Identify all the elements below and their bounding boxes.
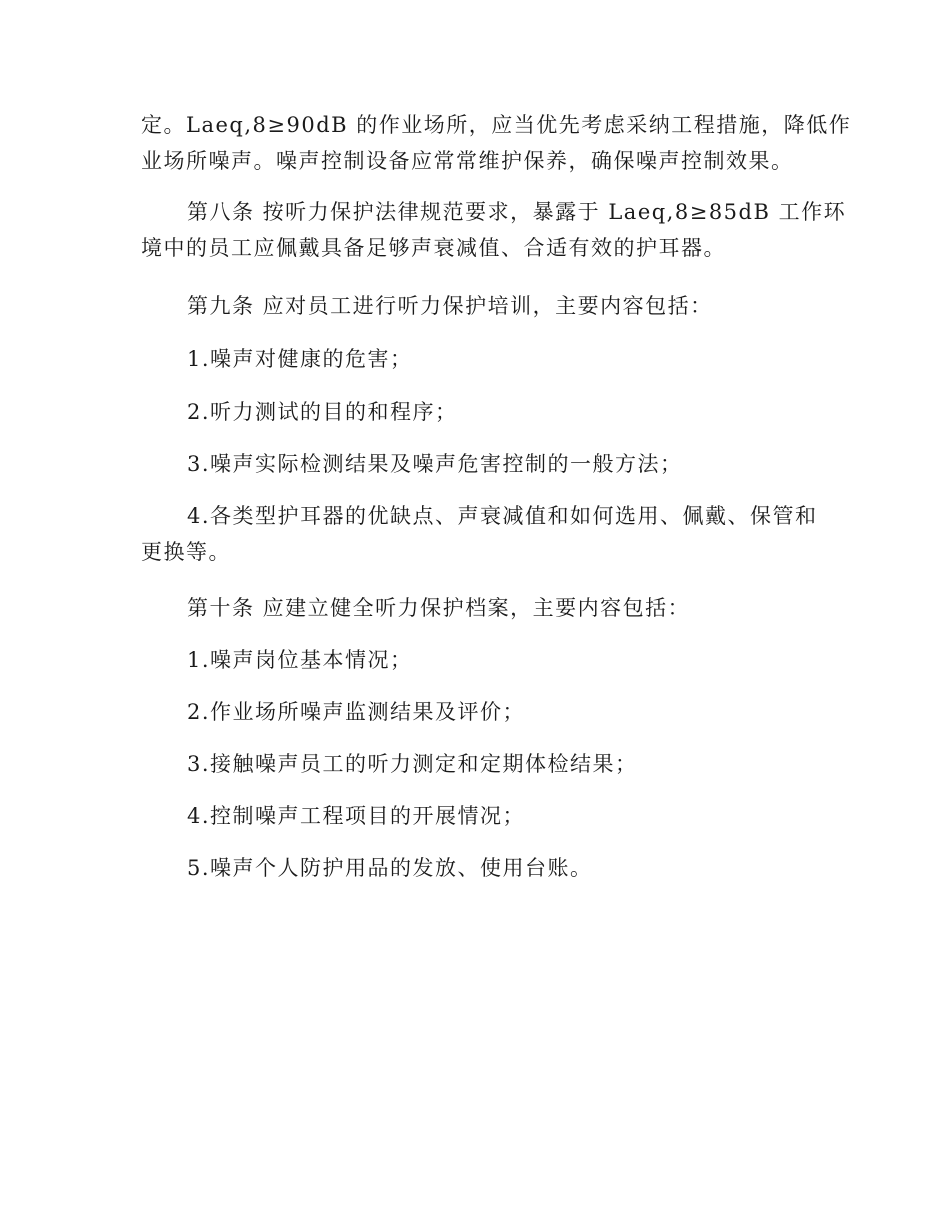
text-line: 5.噪声个人防护用品的发放、使用台账。	[187, 856, 593, 880]
list-item	[141, 850, 806, 886]
list-item	[141, 798, 806, 834]
article-8	[141, 194, 847, 266]
list-item	[141, 642, 806, 678]
list-item	[141, 394, 806, 430]
text-line: 更换等。	[141, 540, 231, 564]
text-line: 2.听力测试的目的和程序；	[187, 400, 458, 424]
text-line: 3.接触噪声员工的听力测定和定期体检结果；	[187, 752, 638, 776]
text-line: 第八条 按听力保护法律规范要求，暴露于 Laeq,8≥85dB 工作环	[187, 200, 847, 224]
list-item	[141, 746, 806, 782]
text-line: 1.噪声岗位基本情况；	[187, 648, 413, 672]
list-item	[141, 446, 806, 482]
text-line: 第十条 应建立健全听力保护档案，主要内容包括：	[187, 596, 691, 620]
text-line: 业场所噪声。噪声控制设备应常常维护保养，确保噪声控制效果。	[141, 149, 794, 173]
list-item	[141, 694, 806, 730]
text-line: 3.噪声实际检测结果及噪声危害控制的一般方法；	[187, 452, 683, 476]
text-line: 2.作业场所噪声监测结果及评价；	[187, 700, 526, 724]
list-item	[141, 498, 818, 570]
article-10	[141, 590, 806, 626]
text-line: 1.噪声对健康的危害；	[187, 347, 413, 371]
paragraph-continuation	[141, 107, 852, 179]
text-line: 境中的员工应佩戴具备足够声衰减值、合适有效的护耳器。	[141, 236, 726, 260]
article-9	[141, 288, 806, 324]
text-line: 4.各类型护耳器的优缺点、声衰减值和如何选用、佩戴、保管和	[187, 504, 818, 528]
text-line: 定。Laeq,8≥90dB 的作业场所，应当优先考虑采纳工程措施，降低作	[141, 113, 852, 137]
list-item	[141, 341, 806, 377]
text-line: 第九条 应对员工进行听力保护培训，主要内容包括：	[187, 294, 713, 318]
text-line: 4.控制噪声工程项目的开展情况；	[187, 804, 526, 828]
